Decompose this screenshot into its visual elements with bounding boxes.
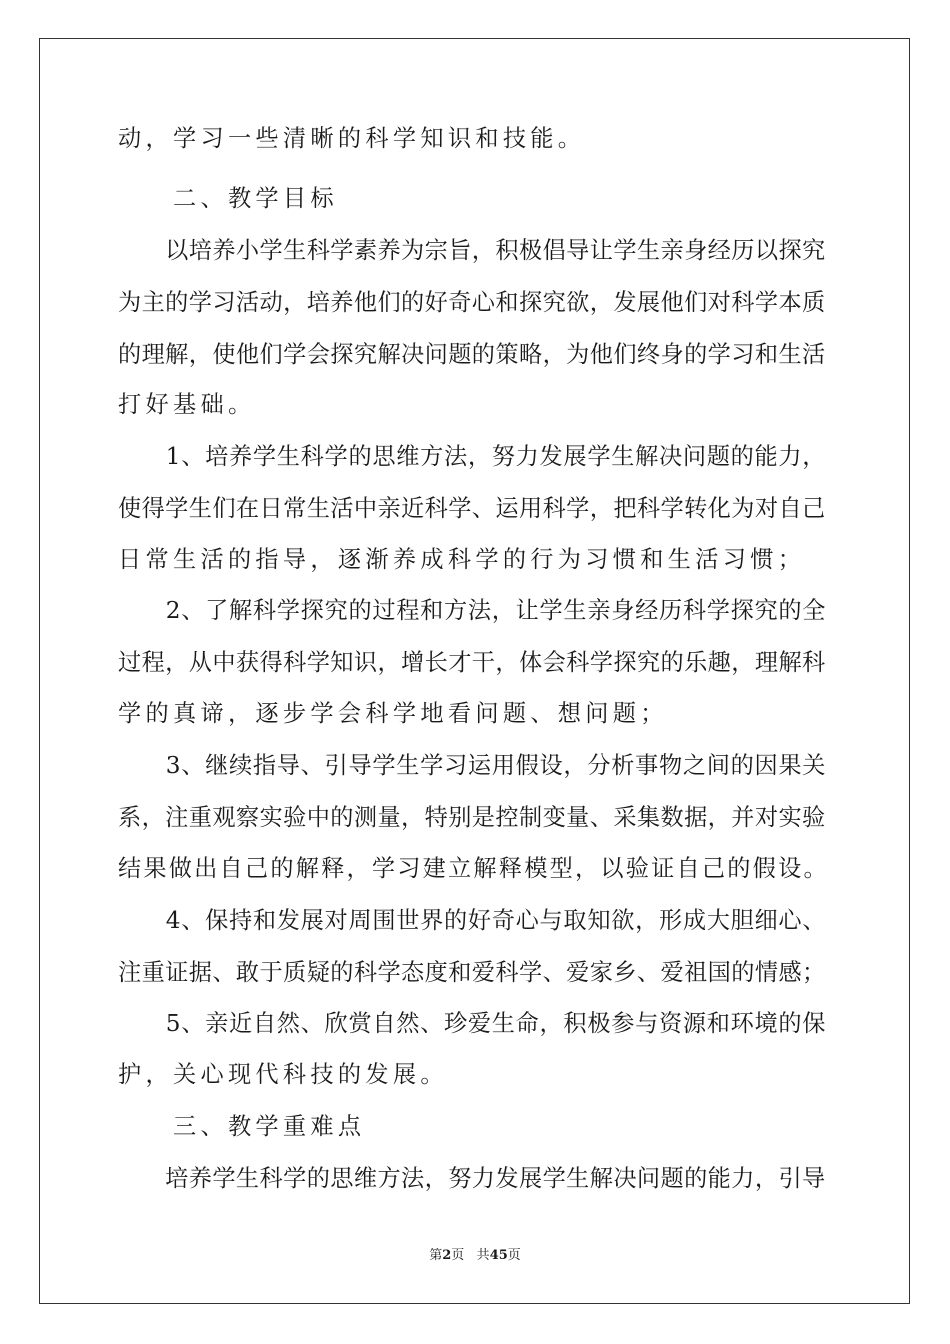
footer-page-suffix: 页 [451,1248,465,1263]
section-heading: 三、教学重难点 [118,1113,366,1140]
text-line: 护，关心现代科技的发展。 [118,1061,448,1088]
footer-total-pages: 45 [489,1248,508,1263]
text-line: 结果做出自己的解释，学习建立解释模型，以验证自己的假设。 [118,855,829,882]
text-line: 为主的学习活动，培养他们的好奇心和探究欲，发展他们对科学本质 [118,289,826,316]
page-footer [0,1248,950,1264]
text-line: 使得学生们在日常生活中亲近科学、运用科学，把科学转化为对自己 [118,495,826,522]
text-line: 3、继续指导、引导学生学习运用假设，分析事物之间的因果关 [118,752,827,779]
text-line: 日常生活的指导，逐渐养成科学的行为习惯和生活习惯； [118,546,806,573]
text-line: 以培养小学生科学素养为宗旨，积极倡导让学生亲身经历以探究 [118,237,826,264]
text-line: 的理解，使他们学会探究解决问题的策略，为他们终身的学习和生活 [118,341,826,368]
text-line: 注重证据、敢于质疑的科学态度和爱科学、爱家乡、爱祖国的情感； [118,959,826,986]
text-line: 5、亲近自然、欣赏自然、珍爱生命，积极参与资源和环境的保 [118,1010,827,1037]
text-line: 系，注重观察实验中的测量，特别是控制变量、采集数据，并对实验 [118,804,826,831]
text-line: 学的真谛，逐步学会科学地看问题、想问题； [118,700,668,727]
text-line: 动，学习一些清晰的科学知识和技能。 [118,125,586,152]
footer-page-number: 2 [442,1248,452,1263]
text-line: 2、了解科学探究的过程和方法，让学生亲身经历科学探究的全 [118,597,827,624]
text-line: 4、保持和发展对周围世界的好奇心与取知欲，形成大胆细心、 [118,907,827,934]
text-line: 过程，从中获得科学知识，增长才干，体会科学探究的乐趣，理解科 [118,649,826,676]
text-line: 培养学生科学的思维方法，努力发展学生解决问题的能力，引导 [118,1165,826,1192]
section-heading: 二、教学目标 [118,185,338,212]
text-line: 1、培养学生科学的思维方法，努力发展学生解决问题的能力， [118,443,827,470]
footer-total-prefix: 共 [476,1248,490,1263]
text-line: 打好基础。 [118,391,256,418]
footer-prefix: 第 [429,1248,443,1263]
footer-total-suffix: 页 [507,1248,521,1263]
